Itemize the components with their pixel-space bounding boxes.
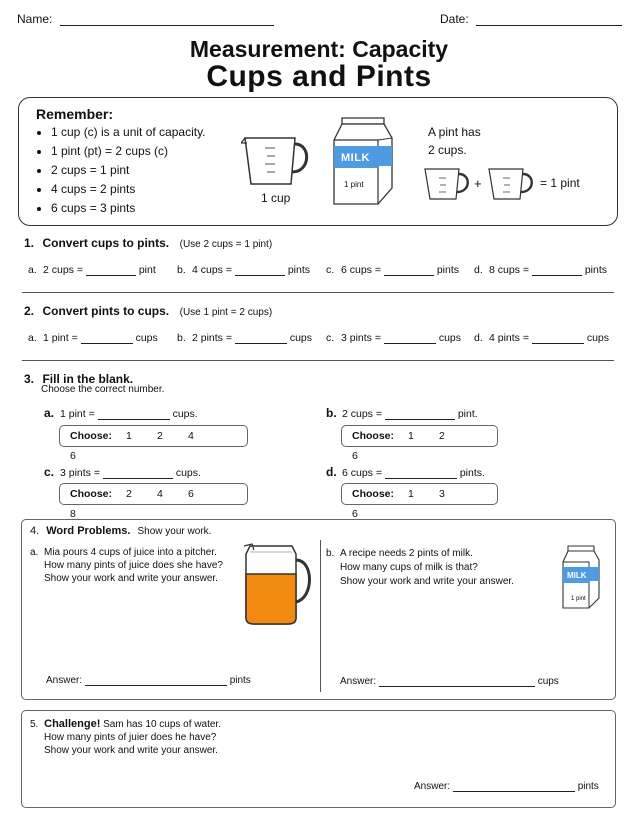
q3-choose-a: Choose: 1 2 46	[59, 425, 248, 447]
q4-box	[21, 519, 616, 700]
carton-milk-label: MILK	[341, 152, 370, 164]
q1-item-a: a. 2 cups = pint	[28, 264, 156, 276]
choice-option[interactable]: 2	[157, 430, 163, 442]
remember-box	[18, 97, 618, 226]
q4-title: Word Problems.	[46, 525, 131, 537]
answer-blank[interactable]	[384, 275, 434, 276]
fact-item: • 6 cups = 3 pints	[51, 201, 206, 215]
date-label: Date:	[440, 12, 469, 26]
name-blank[interactable]	[60, 25, 274, 26]
choice-option[interactable]: 2	[439, 430, 445, 442]
divider	[22, 360, 614, 361]
q2-item-a: a. 1 pint = cups	[28, 332, 158, 344]
q4-b-text: b. A recipe needs 2 pints of milk. How many cups of milk is that? Show your work and write your answer.	[326, 548, 514, 587]
page-title: Measurement: Capacity	[189, 36, 449, 62]
choice-option[interactable]: 6	[70, 450, 76, 462]
fact-item: • 1 pint (pt) = 2 cups (c)	[51, 144, 206, 158]
q4-heading	[30, 525, 211, 537]
q3-item-a: a. 1 pint = cups.	[44, 406, 198, 420]
answer-blank[interactable]	[384, 343, 436, 344]
juice-pitcher-icon	[242, 542, 317, 626]
q2-heading	[24, 302, 272, 320]
answer-blank[interactable]	[235, 343, 287, 344]
q3-choose-d: Choose: 1 36	[341, 483, 498, 505]
q1-item-c: c. 6 cups = pints	[326, 264, 460, 276]
plus-sign: +	[474, 176, 482, 191]
small-cup-icon	[487, 166, 537, 202]
small-cup-icon	[423, 166, 473, 202]
q2-item-c: c. 3 pints = cups	[326, 332, 462, 344]
q5-box	[21, 710, 616, 808]
q4-number: 4.	[30, 525, 40, 537]
carton-pint-label: 1 pint	[571, 596, 586, 602]
choice-option[interactable]: 1	[126, 430, 132, 442]
choice-option[interactable]: 8	[70, 508, 76, 520]
name-label: Name:	[17, 12, 53, 26]
pint-note-line2: 2 cups.	[428, 143, 467, 157]
q5-number: 5.	[30, 719, 39, 730]
answer-blank[interactable]	[81, 343, 133, 344]
choice-option[interactable]: 4	[157, 488, 163, 500]
q4-b-answer: Answer: cups	[340, 676, 559, 687]
carton-pint-label: 1 pint	[344, 180, 364, 189]
q4-a-answer: Answer: pints	[46, 675, 251, 686]
answer-blank[interactable]	[85, 685, 227, 686]
answer-blank[interactable]	[453, 791, 575, 792]
q4-a-text: a. Mia pours 4 cups of juice into a pitcher. How many pints of juice does she have? Show your work and write your answer.	[30, 547, 223, 584]
choice-option[interactable]: 4	[188, 430, 194, 442]
q5-title: Challenge!	[44, 718, 101, 730]
q1-title: Convert cups to pints.	[42, 236, 170, 250]
answer-blank[interactable]	[385, 419, 455, 420]
q5-answer: Answer: pints	[414, 781, 599, 792]
answer-blank[interactable]	[532, 343, 584, 344]
choice-option[interactable]: 1	[408, 430, 414, 442]
page-subtitle: Cups and Pints	[206, 60, 432, 93]
choice-option[interactable]: 6	[352, 450, 358, 462]
answer-blank[interactable]	[385, 478, 457, 479]
q3-choose-c: Choose: 2 4 68	[59, 483, 248, 505]
measuring-cup-icon	[241, 134, 313, 188]
q2-item-b: b. 2 pints = cups	[177, 332, 313, 344]
choice-option[interactable]: 1	[408, 488, 414, 500]
answer-blank[interactable]	[532, 275, 582, 276]
name-field[interactable]	[17, 12, 274, 26]
q1-item-d: d. 8 cups = pints	[474, 264, 608, 276]
q4-divider	[320, 540, 321, 692]
equals-one-pint: = 1 pint	[540, 176, 580, 190]
divider	[22, 292, 614, 293]
answer-blank[interactable]	[86, 275, 136, 276]
remember-facts	[35, 125, 206, 220]
q2-note: (Use 1 pint = 2 cups)	[179, 307, 273, 318]
fact-item: • 2 cups = 1 pint	[51, 163, 206, 177]
q3-item-b: b. 2 cups = pint.	[326, 406, 478, 420]
q1-number: 1.	[24, 236, 35, 250]
fact-item: • 4 cups = 2 pints	[51, 182, 206, 196]
remember-heading: Remember:	[36, 106, 114, 122]
q3-title: Fill in the blank.	[42, 372, 134, 386]
date-field[interactable]	[440, 12, 622, 26]
fact-item: • 1 cup (c) is a unit of capacity.	[51, 125, 206, 139]
q3-item-d: d. 6 cups = pints.	[326, 465, 485, 479]
choice-option[interactable]: 3	[439, 488, 445, 500]
q2-number: 2.	[24, 304, 35, 318]
answer-blank[interactable]	[379, 686, 535, 687]
answer-blank[interactable]	[98, 419, 170, 420]
q3-item-c: c. 3 pints = cups.	[44, 465, 201, 479]
q3-number: 3.	[24, 372, 35, 386]
cup-caption: 1 cup	[261, 191, 291, 205]
q3-subtitle: Choose the correct number.	[41, 384, 165, 395]
date-blank[interactable]	[476, 25, 622, 26]
answer-blank[interactable]	[235, 275, 285, 276]
q4-note: Show your work.	[137, 526, 212, 537]
q1-heading	[24, 234, 272, 252]
answer-blank[interactable]	[103, 478, 173, 479]
q5-text: 5. Challenge! Sam has 10 cups of water. How many pints of juier does he have? Show your work and write your answer.	[30, 718, 221, 756]
q2-title: Convert pints to cups.	[42, 304, 170, 318]
carton-milk-label: MILK	[567, 571, 587, 580]
q1-note: (Use 2 cups = 1 pint)	[179, 239, 273, 250]
q3-choose-b: Choose: 1 26	[341, 425, 498, 447]
choice-option[interactable]: 6	[352, 508, 358, 520]
q2-item-d: d. 4 pints = cups	[474, 332, 610, 344]
q1-item-b: b. 4 cups = pints	[177, 264, 311, 276]
choice-option[interactable]: 6	[188, 488, 194, 500]
choice-option[interactable]: 2	[126, 488, 132, 500]
pint-note-line1: A pint has	[428, 125, 481, 139]
